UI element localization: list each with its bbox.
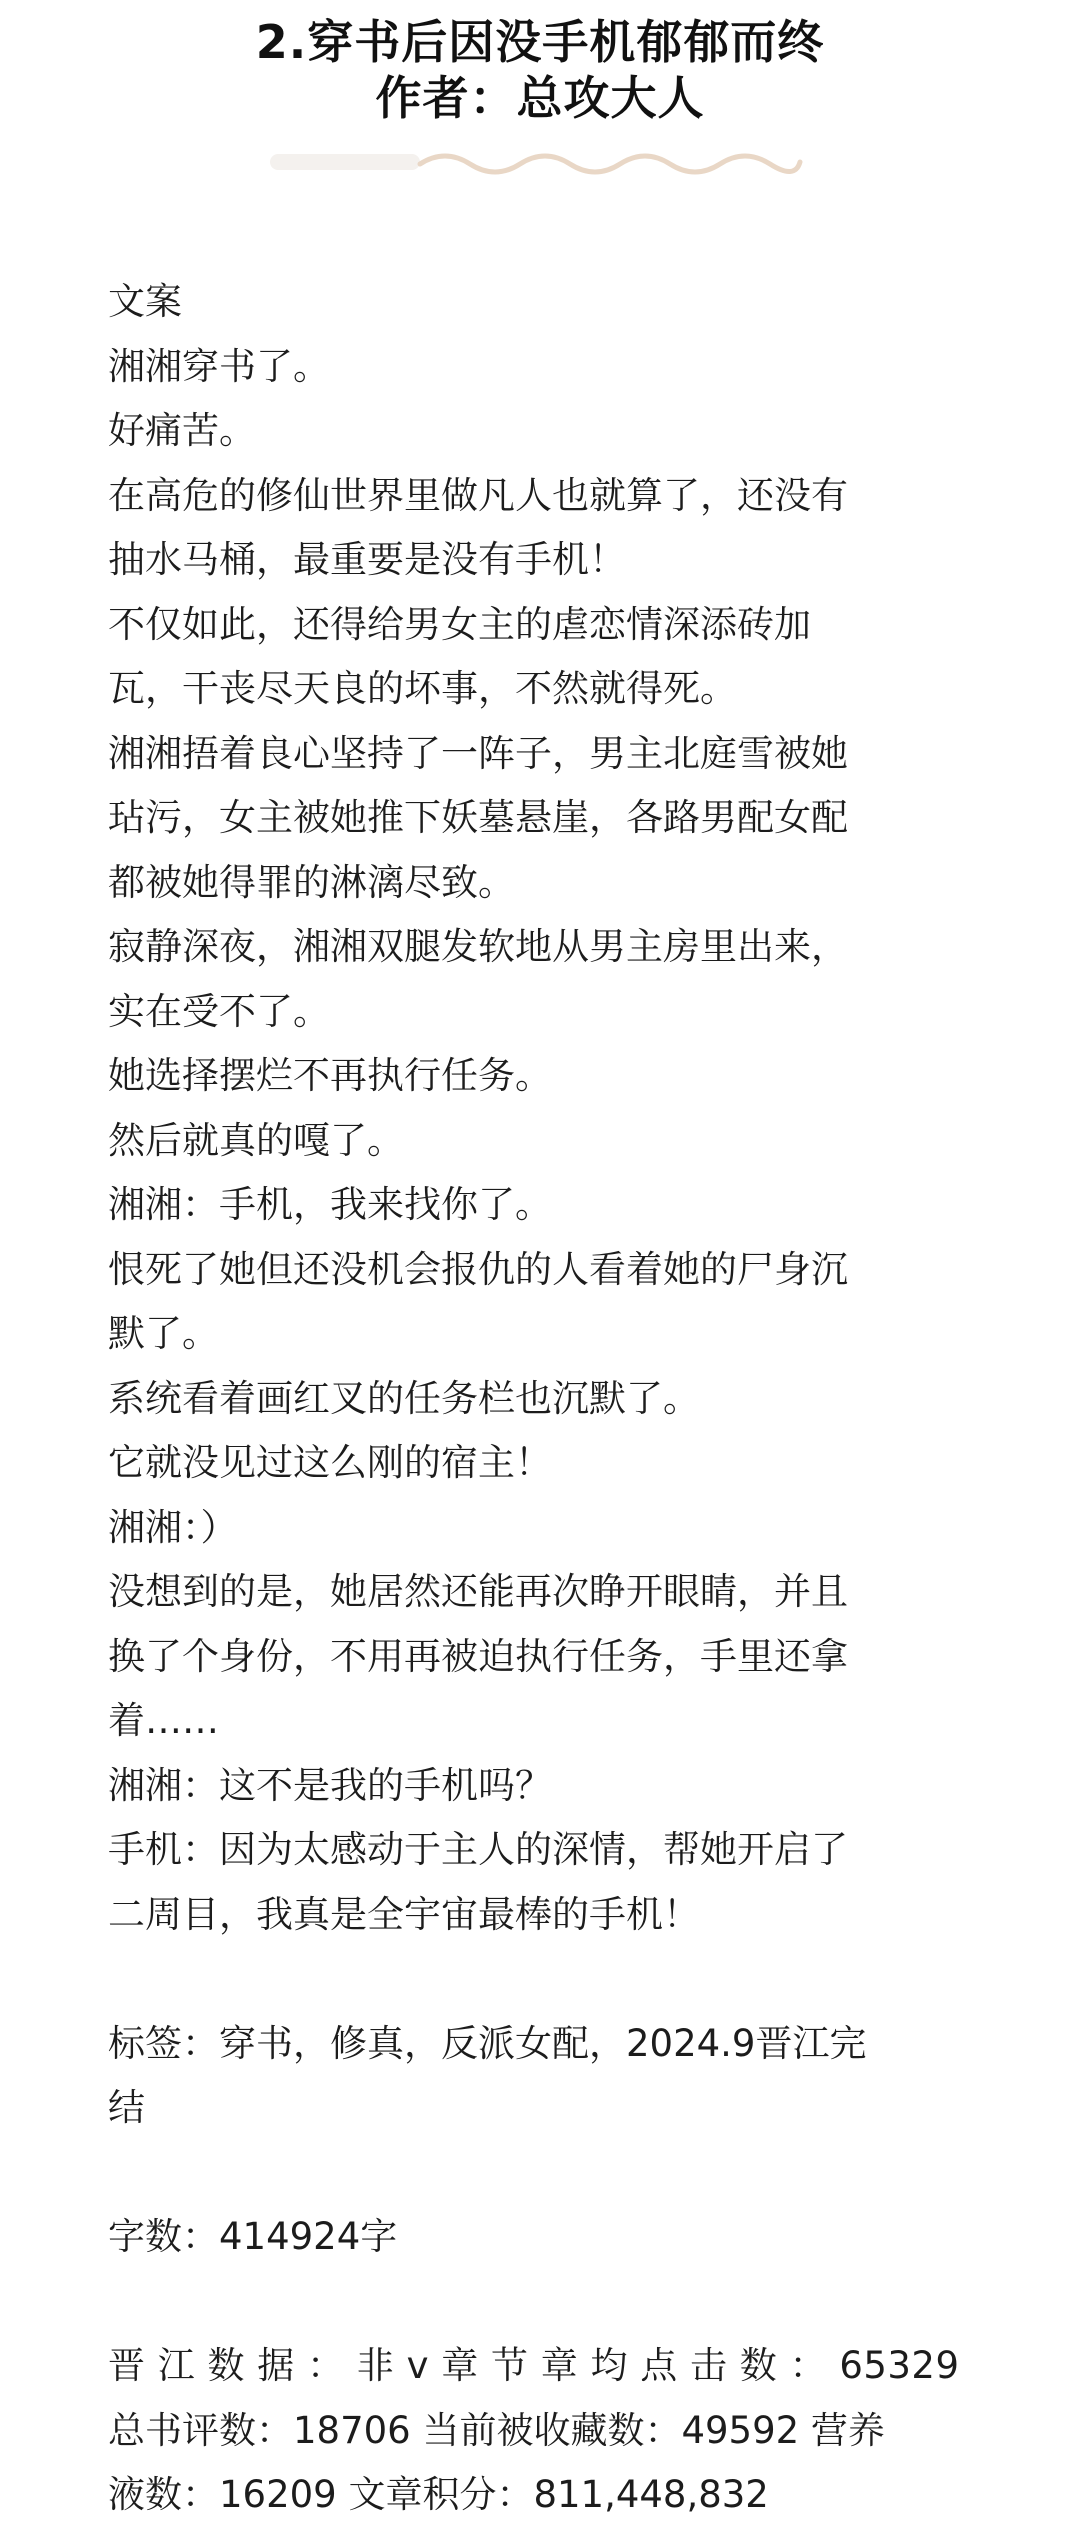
synopsis-line: 没想到的是，她居然还能再次睁开眼睛，并且 [108,1570,848,1613]
synopsis-line: 湘湘：手机，我来找你了。 [108,1183,552,1226]
synopsis-line: 湘湘捂着良心坚持了一阵子，男主北庭雪被她 [108,731,848,775]
synopsis-line: 着…… [108,1699,219,1742]
article-body [108,270,988,2528]
synopsis-line: 恨死了她但还没机会报仇的人看着她的尸身沉 [108,1247,848,1291]
synopsis-heading: 文案 [108,280,182,323]
synopsis-line: 不仅如此，还得给男女主的虐恋情深添砖加 [108,602,811,646]
header [0,0,1080,126]
synopsis-line: 手机：因为太感动于主人的深情，帮她开启了 [108,1828,848,1871]
jjwxc-stats-line: 总书评数：18706 当前被收藏数：49592 营养 [108,2408,885,2452]
jjwxc-stats-line: 晋 江 数 据 ： 非 v 章 节 章 均 点 击 数 ： 65329 [108,2344,960,2387]
synopsis-line: 默了。 [108,1312,219,1355]
synopsis-line: 在高危的修仙世界里做凡人也就算了，还没有 [108,473,848,517]
spacer [108,2141,988,2206]
synopsis-line: 系统看着画红叉的任务栏也沉默了。 [108,1376,700,1420]
synopsis-line: 好痛苦。 [108,409,256,452]
synopsis-line: 湘湘穿书了。 [108,344,330,388]
word-count: 字数：414924字 [108,2215,398,2258]
synopsis-line: 瓦，干丧尽天良的坏事，不然就得死。 [108,667,737,710]
synopsis-line: 实在受不了。 [108,989,330,1033]
synopsis-line: 湘湘：这不是我的手机吗？ [108,1763,552,1807]
book-title: 2.穿书后因没手机郁郁而终 [255,15,825,69]
synopsis-line: 然后就真的嘎了。 [108,1118,404,1162]
synopsis-line: 玷污，女主被她推下妖墓悬崖，各路男配女配 [108,796,848,839]
author-line: 作者：总攻大人 [375,71,705,125]
synopsis-line: 她选择摆烂不再执行任务。 [108,1054,552,1097]
spacer [108,2270,988,2335]
spacer [108,1947,988,2012]
synopsis-line: 寂静深夜，湘湘双腿发软地从男主房里出来， [108,925,848,968]
synopsis-line: 二周目，我真是全宇宙最棒的手机！ [108,1892,700,1936]
synopsis-lines [108,335,988,1948]
synopsis-line: 换了个身份，不用再被迫执行任务，手里还拿 [108,1634,848,1678]
synopsis-line: 湘湘：） [108,1505,238,1549]
jjwxc-stats-line: 液数：16209 文章积分：811,448,832 [108,2473,769,2516]
synopsis-line: 都被她得罪的淋漓尽致。 [108,860,515,904]
wave-divider-icon [270,140,810,180]
synopsis-line: 它就没见过这么刚的宿主！ [108,1441,552,1484]
tags-line: 标签：穿书，修真，反派女配，2024.9晋江完 [108,2021,867,2065]
tags-line-continued: 结 [108,2086,145,2129]
synopsis-line: 抽水马桶，最重要是没有手机！ [108,538,626,581]
